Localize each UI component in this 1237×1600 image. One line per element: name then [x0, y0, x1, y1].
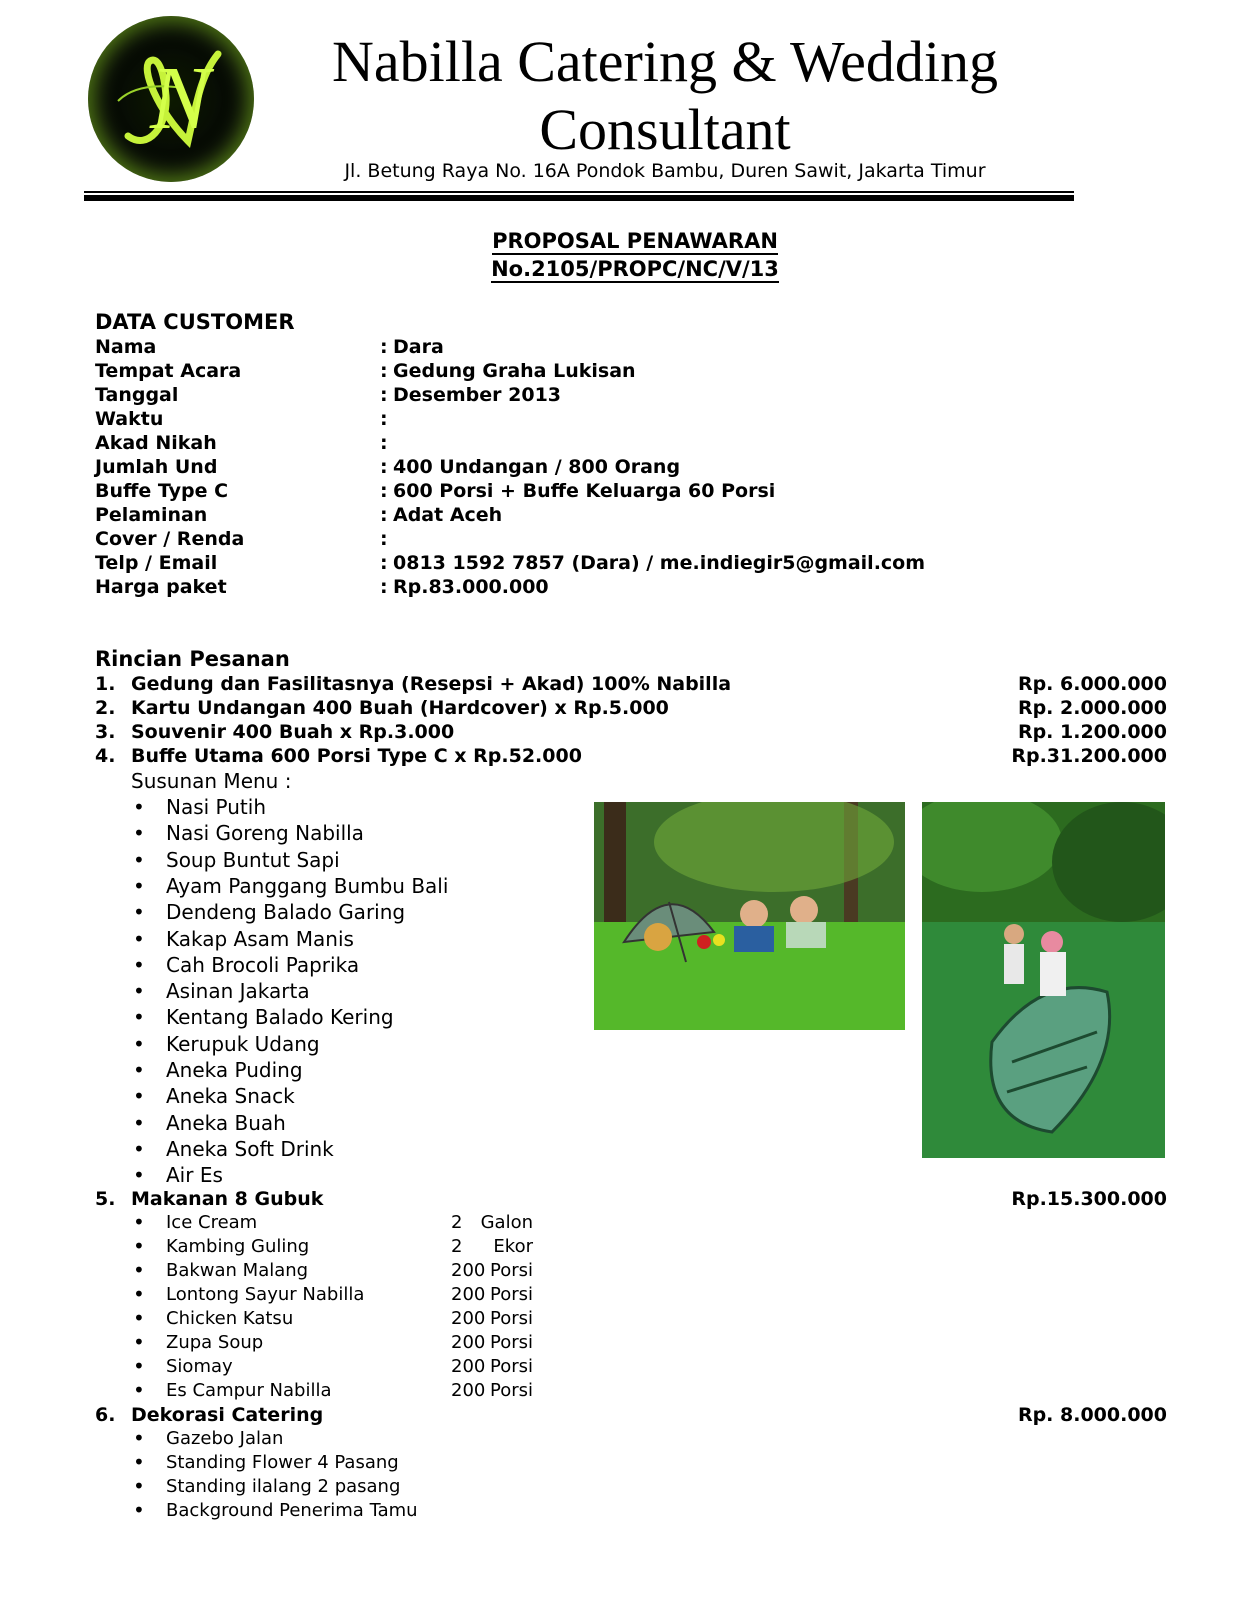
bullet-icon: •	[133, 795, 145, 819]
customer-field-label: Akad Nikah	[95, 432, 217, 454]
customer-field-label: Harga paket	[95, 576, 227, 598]
order-item-price: Rp. 6.000.000	[1017, 673, 1167, 695]
bullet-icon: •	[133, 821, 145, 846]
bullet-icon: •	[133, 1058, 145, 1082]
customer-field-value: Adat Aceh	[393, 504, 503, 526]
menu-item-name: Aneka Buah	[166, 1110, 286, 1135]
gubuk-qty-unit: Porsi	[489, 1356, 533, 1377]
proposal-number: No.2105/PROPC/NC/V/13	[491, 257, 779, 281]
customer-field-label: Waktu	[95, 408, 164, 430]
order-item-number: 1.	[95, 673, 116, 695]
logo-letter: N	[149, 49, 211, 148]
order-item-price: Rp.15.300.000	[1011, 1188, 1167, 1210]
bullet-icon: •	[133, 847, 145, 872]
gubuk-qty-number: 200	[451, 1308, 486, 1329]
customer-field-value: Rp.83.000.000	[393, 576, 549, 598]
customer-field-colon: :	[380, 384, 388, 406]
gubuk-qty-unit: Porsi	[489, 1380, 533, 1401]
customer-field-colon: :	[380, 528, 388, 550]
gubuk-qty-unit: Porsi	[489, 1284, 533, 1305]
gubuk-qty-unit: Porsi	[489, 1260, 533, 1281]
logo-monogram	[88, 16, 254, 182]
menu-item-name: Air Es	[166, 1163, 223, 1188]
bullet-icon: •	[133, 1110, 145, 1135]
header-rule-thick	[84, 195, 1074, 201]
gubuk-qty-number: 2	[451, 1236, 463, 1257]
order-item-text: Gedung dan Fasilitasnya (Resepsi + Akad) 100% Nabilla	[131, 673, 732, 695]
menu-item-name: Soup Buntut Sapi	[166, 847, 340, 872]
bullet-icon: •	[133, 1378, 145, 1402]
order-item-text: Buffe Utama 600 Porsi Type C x Rp.52.000	[131, 745, 582, 767]
dekorasi-item-name: Background Penerima Tamu	[166, 1500, 418, 1521]
order-item-text: Makanan 8 Gubuk	[131, 1188, 324, 1210]
company-name: Nabilla Catering & Wedding Consultant	[332, 29, 998, 162]
gubuk-qty-number: 200	[451, 1260, 486, 1281]
customer-field-colon: :	[380, 432, 388, 454]
bullet-icon: •	[133, 979, 145, 1004]
menu-item-name: Dendeng Balado Garing	[166, 900, 406, 925]
menu-subtitle: Susunan Menu :	[131, 769, 292, 793]
gubuk-item-name: Zupa Soup	[166, 1332, 264, 1353]
menu-item-name: Kakap Asam Manis	[166, 926, 354, 951]
gubuk-item-name: Siomay	[166, 1356, 233, 1377]
bullet-icon: •	[133, 1498, 145, 1522]
order-heading: Rincian Pesanan	[95, 647, 290, 671]
bullet-icon: •	[133, 1005, 145, 1030]
customer-field-label: Tempat Acara	[95, 360, 242, 382]
bullet-icon: •	[133, 1258, 145, 1282]
customer-field-value: 400 Undangan / 800 Orang	[393, 456, 681, 478]
gubuk-qty-number: 200	[451, 1380, 486, 1401]
gubuk-item-name: Ice Cream	[166, 1212, 258, 1233]
customer-field-colon: :	[380, 360, 388, 382]
menu-item-name: Aneka Soft Drink	[166, 1136, 334, 1161]
gubuk-item-name: Kambing Guling	[166, 1236, 310, 1257]
bullet-icon: •	[133, 1474, 145, 1498]
company-address: Jl. Betung Raya No. 16A Pondok Bambu, Duren Sawit, Jakarta Timur	[344, 160, 986, 182]
gubuk-qty-unit: Porsi	[489, 1332, 533, 1353]
bullet-icon: •	[133, 1306, 145, 1330]
customer-field-value: Gedung Graha Lukisan	[393, 360, 636, 382]
customer-field-colon: :	[380, 408, 388, 430]
header-rule-thin	[84, 191, 1074, 193]
customer-field-label: Nama	[95, 336, 157, 358]
customer-field-label: Pelaminan	[95, 504, 208, 526]
bullet-icon: •	[133, 952, 145, 977]
bullet-icon: •	[133, 1084, 145, 1109]
order-item-text: Dekorasi Catering	[131, 1404, 324, 1426]
bullet-icon: •	[133, 1354, 145, 1378]
bullet-icon: •	[133, 1163, 145, 1188]
bullet-icon: •	[133, 1234, 145, 1258]
menu-item-name: Aneka Snack	[166, 1084, 295, 1109]
order-item-price: Rp. 2.000.000	[1017, 697, 1167, 719]
customer-field-value: Desember 2013	[393, 384, 562, 406]
gubuk-item-name: Chicken Katsu	[166, 1308, 294, 1329]
bullet-icon: •	[133, 1450, 145, 1474]
dekorasi-item-name: Standing Flower 4 Pasang	[166, 1452, 399, 1473]
customer-field-label: Jumlah Und	[95, 456, 218, 478]
bullet-icon: •	[133, 1426, 145, 1450]
company-logo	[88, 16, 254, 182]
gubuk-qty-unit: Galon	[480, 1212, 533, 1233]
gubuk-item-name: Lontong Sayur Nabilla	[166, 1284, 365, 1305]
customer-field-colon: :	[380, 552, 388, 574]
gubuk-qty-unit: Ekor	[493, 1236, 533, 1257]
customer-field-label: Cover / Renda	[95, 528, 245, 550]
dekorasi-item-name: Standing ilalang 2 pasang	[166, 1476, 401, 1497]
prewedding-photo-park	[594, 802, 905, 1030]
customer-field-colon: :	[380, 336, 388, 358]
customer-field-colon: :	[380, 480, 388, 502]
customer-field-label: Buffe Type C	[95, 480, 229, 502]
order-item-text: Kartu Undangan 400 Buah (Hardcover) x Rp.5.000	[131, 697, 669, 719]
order-item-number: 5.	[95, 1188, 116, 1210]
order-item-number: 2.	[95, 697, 116, 719]
order-item-text: Souvenir 400 Buah x Rp.3.000	[131, 721, 455, 743]
order-item-price: Rp.31.200.000	[1011, 745, 1167, 767]
bullet-icon: •	[133, 1210, 145, 1234]
menu-item-name: Nasi Putih	[166, 795, 267, 819]
order-item-number: 6.	[95, 1404, 116, 1426]
bullet-icon: •	[133, 873, 145, 898]
customer-field-label: Tanggal	[95, 384, 179, 406]
menu-item-name: Asinan Jakarta	[166, 979, 310, 1004]
order-item-number: 3.	[95, 721, 116, 743]
gubuk-qty-number: 200	[451, 1284, 486, 1305]
menu-item-name: Aneka Puding	[166, 1058, 303, 1082]
bullet-icon: •	[133, 1031, 145, 1056]
menu-item-name: Nasi Goreng Nabilla	[166, 821, 364, 846]
order-item-price: Rp. 8.000.000	[1017, 1404, 1167, 1426]
customer-field-value: 600 Porsi + Buffe Keluarga 60 Porsi	[393, 480, 776, 502]
gubuk-qty-unit: Porsi	[489, 1308, 533, 1329]
gubuk-item-name: Es Campur Nabilla	[166, 1380, 332, 1401]
customer-field-colon: :	[380, 504, 388, 526]
gubuk-qty-number: 2	[451, 1212, 463, 1233]
prewedding-photo-boat	[922, 802, 1165, 1158]
gubuk-qty-number: 200	[451, 1356, 486, 1377]
customer-heading: DATA CUSTOMER	[95, 310, 295, 334]
bullet-icon: •	[133, 1136, 145, 1161]
proposal-title: PROPOSAL PENAWARAN	[492, 229, 778, 253]
customer-field-colon: :	[380, 576, 388, 598]
menu-item-name: Cah Brocoli Paprika	[166, 952, 360, 977]
order-item-price: Rp. 1.200.000	[1017, 721, 1167, 743]
customer-field-label: Telp / Email	[95, 552, 218, 574]
customer-field-value: Dara	[393, 336, 444, 358]
bullet-icon: •	[133, 1282, 145, 1306]
order-item-number: 4.	[95, 745, 116, 767]
gubuk-item-name: Bakwan Malang	[166, 1260, 309, 1281]
bullet-icon: •	[133, 1330, 145, 1354]
menu-item-name: Kentang Balado Kering	[166, 1005, 394, 1030]
menu-item-name: Ayam Panggang Bumbu Bali	[166, 873, 449, 898]
bullet-icon: •	[133, 926, 145, 951]
menu-item-name: Kerupuk Udang	[166, 1031, 320, 1056]
customer-field-value: 0813 1592 7857 (Dara) / me.indiegir5@gmail.com	[393, 552, 926, 574]
gubuk-qty-number: 200	[451, 1332, 486, 1353]
bullet-icon: •	[133, 900, 145, 925]
dekorasi-item-name: Gazebo Jalan	[166, 1428, 284, 1449]
customer-field-colon: :	[380, 456, 388, 478]
